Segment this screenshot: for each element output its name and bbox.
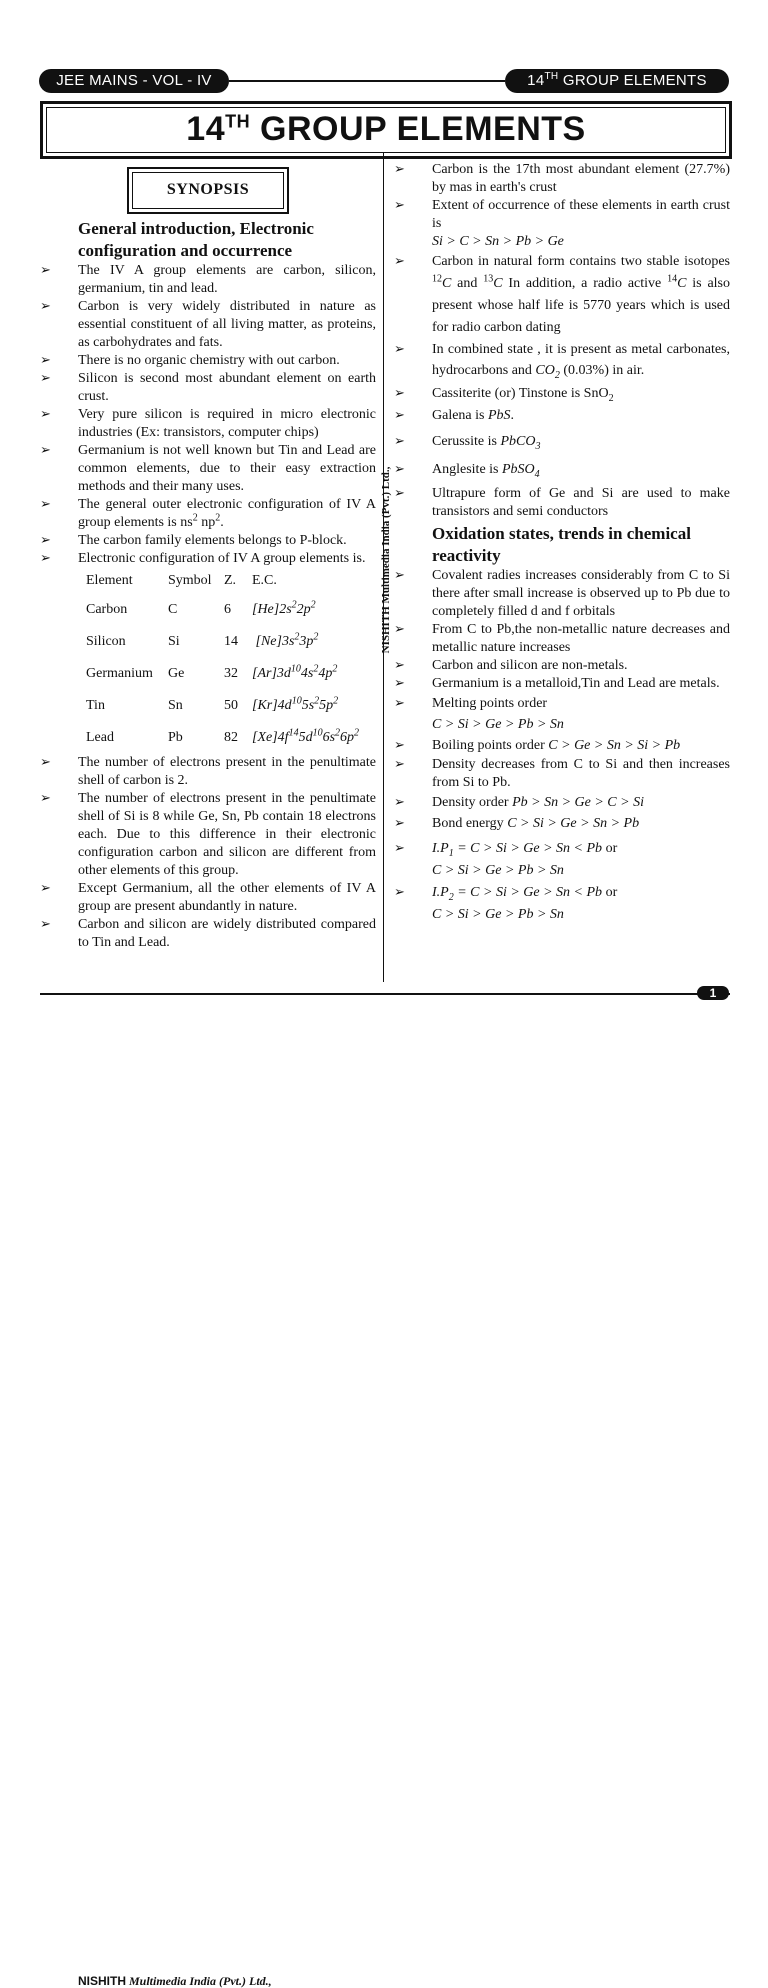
list-item: ➢ In combined state , it is present as metal carbonates, hydrocarbons and $CO_2$ (0.03%) in air. (392, 339, 730, 381)
list-item: ➢ $I.P_1 = C > Si > Ge > Sn < Pb$ or C > Si > Ge > Pb > Sn (392, 838, 730, 882)
table-row: Silicon Si 14 $[Ne]3s^23p^2$ (86, 626, 359, 658)
list-item: ➢ Carbon and silicon are widely distributed compared to Tin and Lead. (38, 916, 376, 952)
header-rule (229, 80, 505, 82)
config-formula: $[Kr]4d^{10}5s^25p^2$ (252, 695, 339, 713)
list-item: ➢ Density decreases from C to Si and then increases from Si to Pb. (392, 756, 730, 792)
list-item: ➢ Germanium is a metalloid,Tin and Lead are metals. (392, 675, 730, 693)
list-item: ➢ Extent of occurrence of these elements in earth crust is Si > C > Sn > Pb > Ge (392, 197, 730, 251)
config-formula: $[Ne]3s^23p^2$ (252, 631, 319, 649)
list-item: ➢ Carbon is the 17th most abundant element (27.7%) by mas in earth's crust (392, 161, 730, 197)
section-heading: General introduction, Electronic configuration and occurrence (78, 219, 314, 260)
config-formula: $[Ar]3d^{10}4s^24p^2$ (252, 663, 338, 681)
table-header: Z. (224, 573, 237, 588)
right-column (392, 161, 730, 926)
list-item: ➢ Bond energy C > Si > Ge > Sn > Pb (392, 813, 730, 834)
synopsis-box (127, 167, 289, 214)
electronic-config-table (86, 568, 359, 754)
table-row: Carbon C 6 $[He]2s^22p^2$ (86, 594, 359, 626)
table-row: Germanium Ge 32 $[Ar]3d^{10}4s^24p^2$ (86, 658, 359, 690)
page-number: 1 (697, 986, 729, 1000)
list-item: ➢ The number of electrons present in the penultimate shell of carbon is 2. (38, 754, 376, 790)
list-item: ➢ Silicon is second most abundant element on earth crust. (38, 370, 376, 406)
list-item: ➢ Electronic configuration of IV A group elements is. (38, 550, 376, 568)
list-item: ➢ Boiling points order C > Ge > Sn > Si > Pb (392, 735, 730, 756)
page-title: 14TH GROUP ELEMENTS (186, 110, 586, 148)
left-column (38, 218, 376, 952)
list-item: ➢ Carbon in natural form contains two stable isotopes $^{12}$C and $^{13}$C In addition, a radio active $^{14}$C is also present whose half life is 5770 years which is used for radio carbon dating (392, 251, 730, 339)
list-item: ➢ Ultrapure form of Ge and Si are used to make transistors and semi conductors (392, 485, 730, 521)
table-header: E.C. (252, 573, 277, 588)
config-formula: $[Xe]4f^{14}5d^{10}6s^26p^2$ (252, 727, 360, 745)
list-item: ➢ Covalent radies increases considerably from C to Si there after small increase is observed up to Pb due to completely filled d and f orbitals (392, 567, 730, 621)
section-heading: Oxidation states, trends in chemical reactivity (432, 524, 691, 565)
list-item: ➢ Cerussite is PbCO$_3$ (392, 433, 730, 451)
table-row: Lead Pb 82 $[Xe]4f^{14}5d^{10}6s^26p^2$ (86, 722, 359, 754)
header-volume-label: JEE MAINS - VOL - IV (39, 69, 229, 93)
config-formula: $[He]2s^22p^2$ (252, 599, 316, 617)
table-header: Symbol (168, 573, 212, 588)
list-item: ➢ Anglesite is PbSO$_4$ (392, 461, 730, 479)
list-item: ➢ Melting points order C > Si > Ge > Pb > Sn (392, 693, 730, 735)
table-row: Tin Sn 50 $[Kr]4d^{10}5s^25p^2$ (86, 690, 359, 722)
table-header: Element (86, 573, 133, 588)
vertical-publisher-text: NISHITH Multimedia India (Pvt.) Ltd., (380, 466, 392, 654)
list-item: ➢ Except Germanium, all the other elements of IV A group are present abundantly in nature. (38, 880, 376, 916)
list-item: ➢ From C to Pb,the non-metallic nature decreases and metallic nature increases (392, 621, 730, 657)
list-item: ➢ Galena is PbS. (392, 407, 730, 425)
footer-publisher: NISHITH Multimedia India (Pvt.) Ltd., (39, 987, 237, 1003)
list-item: ➢ Carbon and silicon are non-metals. (392, 657, 730, 675)
list-item: ➢ There is no organic chemistry with out carbon. (38, 352, 376, 370)
list-item: ➢ The IV A group elements are carbon, silicon, germanium, tin and lead. (38, 262, 376, 298)
synopsis-label: SYNOPSIS (132, 172, 284, 209)
list-item: ➢ The carbon family elements belongs to P-block. (38, 532, 376, 550)
list-item: ➢ The general outer electronic configuration of IV A group elements is $ns^2$ $np^2$. (38, 496, 376, 532)
list-item: ➢ $I.P_2 = C > Si > Ge > Sn < Pb$ or C > Si > Ge > Pb > Sn (392, 882, 730, 926)
header-chapter-label: 14TH GROUP ELEMENTS (505, 69, 729, 93)
list-item: ➢ Very pure silicon is required in micro electronic industries (Ex: transistors, computer chips) (38, 406, 376, 442)
list-item: ➢ Cassiterite (or) Tinstone is SnO$_2$ (392, 385, 730, 403)
list-item: ➢ Germanium is not well known but Tin and Lead are common elements, due to their easy extraction methods and their many uses. (38, 442, 376, 496)
list-item: ➢ The number of electrons present in the penultimate shell of Si is 8 while Ge, Sn, Pb contain 18 electrons each. Due to this difference in their electronic configuration carbon and silicon are different from other elements of this group. (38, 790, 376, 880)
list-item: ➢ Density order Pb > Sn > Ge > C > Si (392, 792, 730, 813)
list-item: ➢ Carbon is very widely distributed in nature as essential constituent of all living matter, as proteins, as carbohydrates and fats. (38, 298, 376, 352)
